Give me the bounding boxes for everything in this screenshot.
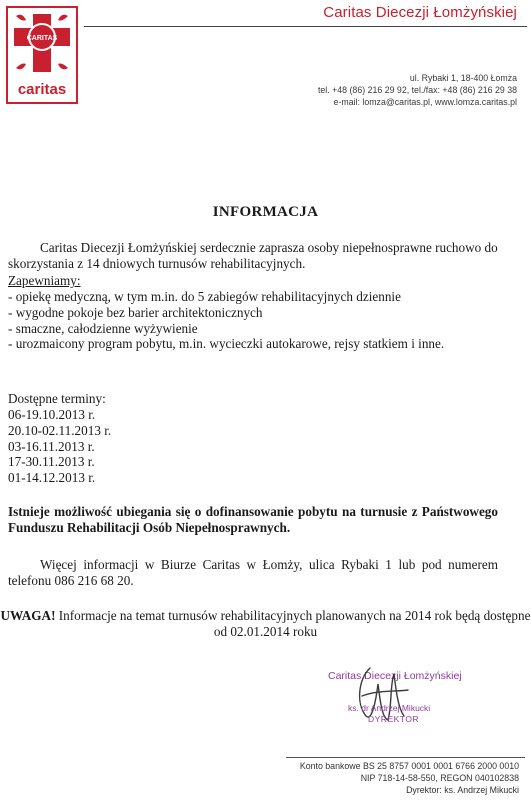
terms-list <box>8 407 498 486</box>
caritas-cross-icon <box>8 8 76 102</box>
stamp-name: Caritas Diecezji Łomżyńskiej <box>328 670 462 682</box>
email-line: e-mail: lomza@caritas.pl, www.lomza.caritas.pl <box>333 97 517 107</box>
stamp-role: DYREKTOR <box>368 714 420 724</box>
contact-block <box>318 72 517 108</box>
warning-note <box>0 608 531 640</box>
svg-text:caritas: caritas <box>17 81 67 98</box>
stamp-signatory: ks. dr Andrzej Mikucki <box>348 703 431 713</box>
phone-line: tel. +48 (86) 216 29 92, tel./fax: +48 (86) 216 29 38 <box>317 85 517 95</box>
header-divider <box>84 26 527 27</box>
nip-regon: NIP 718-14-58-550, REGON 040102838 <box>360 773 519 783</box>
warning-text: Informacje na temat turnusów rehabilitacyjnych planowanych na 2014 rok będą dostępne od 02.01.2014 roku <box>55 608 531 639</box>
svg-text:CARITAS: CARITAS <box>26 35 58 42</box>
list-item: - wygodne pokoje bez barier architektonicznych <box>8 304 263 320</box>
caritas-logo <box>6 6 78 104</box>
more-info-paragraph: Więcej informacji w Biurze Caritas w Łomży, ulica Rybaki 1 lub pod numerem telefonu 086 216 68 20. <box>8 557 498 588</box>
intro-paragraph: Caritas Diecezji Łomżyńskiej serdecznie zaprasza osoby niepełnosprawne ruchowo do skorzystania z 14 dniowych turnusów rehabilitacyjnych. <box>8 240 498 271</box>
list-item: - smaczne, całodzienne wyżywienie <box>8 320 198 336</box>
funding-note: Istnieje możliwość ubiegania się o dofinansowanie pobytu na turnusie z Państwowego Funduszu Rehabilitacji Osób Niepełnosprawnych. <box>8 504 498 535</box>
warning-label: UWAGA! <box>0 608 56 623</box>
list-item: 06-19.10.2013 r. <box>8 407 96 422</box>
list-item: - urozmaicony program pobytu, m.in. wycieczki autokarowe, rejsy statkiem i inne. <box>8 336 445 352</box>
organization-name: Caritas Diecezji Łomżyńskiej <box>323 4 517 21</box>
guarantees-heading: Zapewniamy: <box>8 273 81 288</box>
terms-heading: Dostępne terminy: <box>8 391 106 406</box>
bank-account: Konto bankowe BS 25 8757 0001 0001 6766 2000 0010 <box>299 761 519 771</box>
list-item: - opiekę medyczną, w tym m.in. do 5 zabiegów rehabilitacyjnych dziennie <box>8 289 401 304</box>
footer-block <box>300 760 519 796</box>
document-title: INFORMACJA <box>212 204 319 220</box>
list-item: 01-14.12.2013 r. <box>8 470 96 486</box>
director-line: Dyrektor: ks. Andrzej Mikucki <box>406 785 519 795</box>
guarantees-list <box>8 289 498 352</box>
address-line: ul. Rybaki 1, 18-400 Łomża <box>409 73 517 83</box>
list-item: 17-30.11.2013 r. <box>8 454 95 470</box>
list-item: 03-16.11.2013 r. <box>8 438 95 454</box>
list-item: 20.10-02.11.2013 r. <box>8 422 112 438</box>
footer-divider <box>286 757 525 758</box>
